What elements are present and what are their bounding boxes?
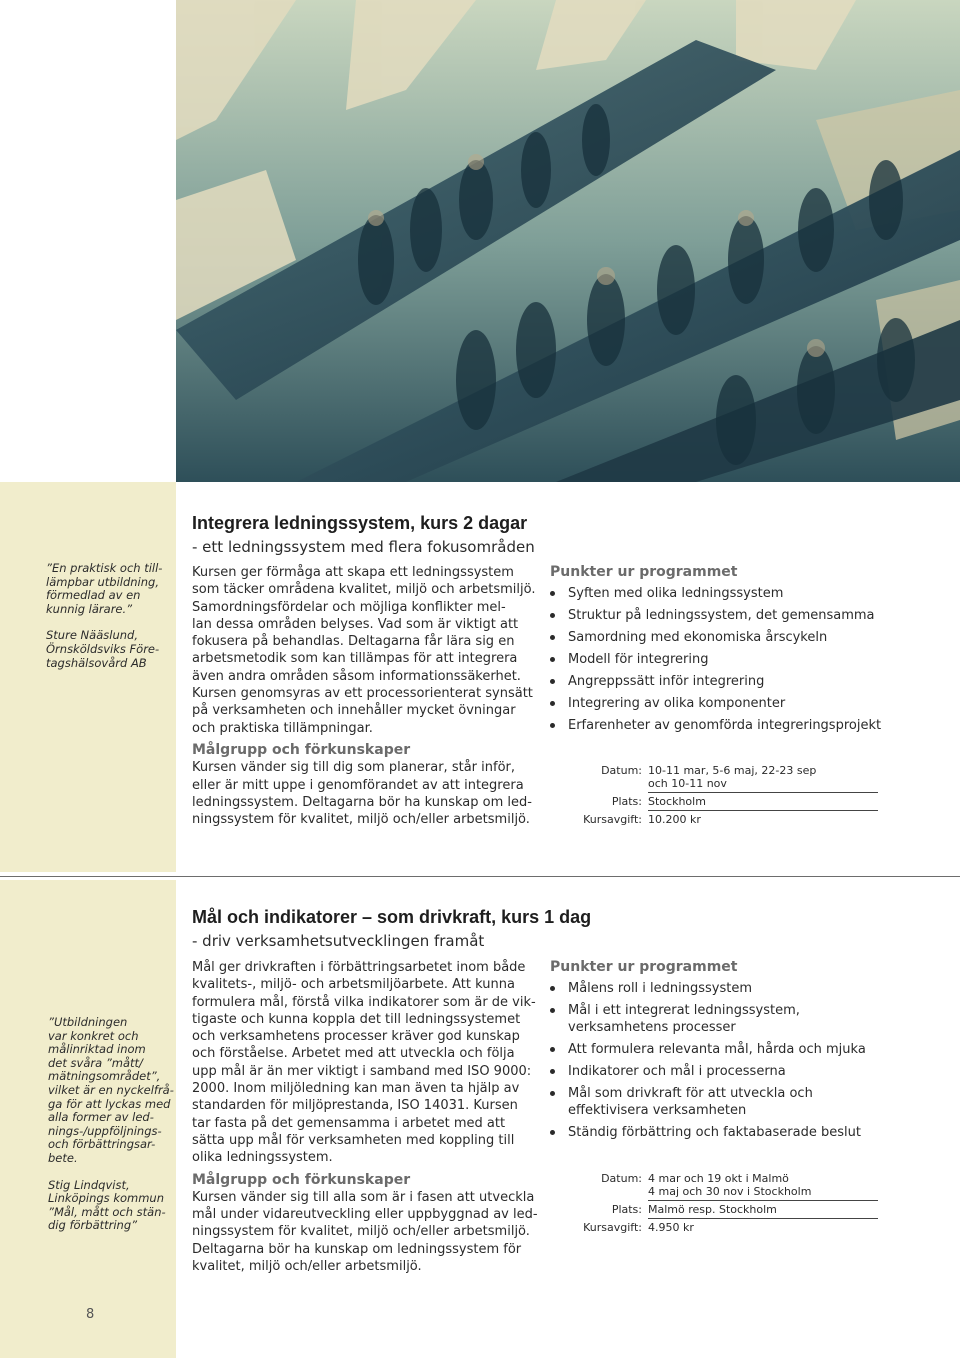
text-line: och verksamhetens processer kräver god kunskap — [192, 1029, 520, 1045]
text-line: Kursen vänder sig till dig som planerar, står inför, — [192, 760, 515, 776]
program-item — [550, 980, 950, 997]
date-value: 10-11 mar, 5-6 maj, 22-23 sep — [648, 764, 817, 777]
course-title-2: Mål och indikatorer – som drivkraft, kurs 1 dag — [192, 907, 592, 927]
quote-author: Örnsköldsviks Före- — [46, 641, 160, 656]
target-group-heading-2: Målgrupp och förkunskaper — [192, 1171, 411, 1188]
program-item-text: Samordning med ekonomiska årscykeln — [568, 630, 828, 646]
quote-author: tagshälsovård AB — [46, 655, 147, 670]
quote-author: Sture Nääslund, — [46, 628, 138, 643]
program-list-1 — [550, 585, 950, 734]
section-divider — [0, 876, 960, 877]
quote-spacer — [48, 1166, 172, 1179]
program-item — [550, 717, 950, 734]
date-value: och 10-11 nov — [648, 777, 727, 790]
course-description-2 — [192, 959, 538, 1275]
place-value: Malmö resp. Stockholm — [648, 1203, 777, 1216]
bullet-icon — [550, 591, 555, 596]
course-title-1: Integrera ledningssystem, kurs 2 dagar — [192, 513, 528, 533]
photo-illustration — [176, 0, 960, 482]
text-line: Kursen ger förmåga att skapa ett ledningssystem — [192, 565, 514, 580]
text-line: även andra områden såsom informationssäkerhet. — [192, 668, 521, 684]
program-item — [550, 585, 950, 602]
place-value: Stockholm — [648, 795, 706, 808]
program-item — [550, 1002, 950, 1037]
text-line: mål under vidareutveckling eller uppbyggnad av led- — [192, 1207, 538, 1223]
quote-author: dig förbättring” — [48, 1218, 138, 1233]
program-item — [550, 607, 950, 624]
fee-value: 10.200 kr — [648, 813, 701, 826]
quote-line: var konkret och — [48, 1028, 139, 1043]
info-divider — [648, 1218, 878, 1219]
program-item-text: Struktur på ledningssystem, det gemensamma — [568, 608, 875, 624]
quote-line: kunnig lärare.” — [46, 601, 133, 616]
text-line: upp mål är än mer viktigt i samband med ISO 9000: — [192, 1063, 532, 1079]
program-item-text: Integrering av olika komponenter — [568, 695, 786, 711]
quote-author: ”Mål, mått och stän- — [48, 1204, 166, 1219]
bullet-icon — [550, 1130, 555, 1135]
program-item-text: effektivisera verksamheten — [568, 1103, 747, 1119]
testimonial-quote-1 — [46, 562, 172, 670]
program-item-text: Ständig förbättring och faktabaserade beslut — [568, 1125, 861, 1141]
text-line: Samordningsfördelar och möjliga konflikter mel- — [192, 599, 506, 615]
date-value: 4 maj och 30 nov i Stockholm — [648, 1185, 812, 1198]
quote-line: nings-/uppföljnings- — [48, 1123, 162, 1138]
quote-line: bete. — [48, 1150, 78, 1165]
program-heading-2: Punkter ur programmet — [550, 959, 738, 975]
program-list-2 — [550, 980, 950, 1141]
program-item — [550, 651, 950, 668]
text-line: Deltagarna bör ha kunskap om ledningssystem för — [192, 1241, 522, 1257]
text-line: standarden för miljöprestanda, ISO 14031. Kursen — [192, 1098, 518, 1114]
quote-line: mätningsområdet”, — [48, 1069, 161, 1084]
bullet-icon — [550, 657, 555, 662]
text-line: fokusera på behandlas. Deltagarna får lära sig en — [192, 634, 515, 650]
quote-panel-1 — [0, 482, 176, 872]
course-info-1 — [574, 764, 884, 828]
quote-line: ”Utbildningen — [48, 1015, 128, 1029]
program-item — [550, 673, 950, 690]
program-item-text: Mål i ett integrerat ledningssystem, — [568, 1003, 800, 1019]
fee-value: 4.950 kr — [648, 1221, 694, 1234]
program-item — [550, 1063, 950, 1080]
program-item — [550, 695, 950, 712]
course-description-1 — [192, 564, 536, 828]
text-line: eller är mitt uppe i genomförandet av att integrera — [192, 777, 524, 793]
program-item-text: Syften med olika ledningssystem — [568, 586, 784, 602]
bullet-icon — [550, 986, 555, 991]
bullet-icon — [550, 679, 555, 684]
text-line: ningssystem för kvalitet, miljö och/eller arbetsmiljö. — [192, 812, 530, 828]
program-section-1 — [550, 564, 950, 739]
program-item-text: Målens roll i ledningssystem — [568, 981, 753, 997]
text-line: ningssystem för kvalitet, miljö och/eller arbetsmiljö. — [192, 1224, 530, 1240]
text-line: Kursen genomsyras av ett processorienterat synsätt — [192, 686, 533, 702]
fee-label: Kursavgift: — [583, 1221, 642, 1234]
place-label: Plats: — [611, 1203, 642, 1216]
text-line: tigaste och kunna koppla det till ledningssystemet — [192, 1011, 521, 1027]
quote-line: förmedlad av en — [46, 588, 141, 603]
program-item-text: Indikatorer och mål i processerna — [568, 1064, 786, 1080]
text-line: kvalitet, miljö och/eller arbetsmiljö. — [192, 1259, 422, 1275]
bullet-icon — [550, 1069, 555, 1074]
quote-author: Stig Lindqvist, — [48, 1177, 130, 1192]
bullet-icon — [550, 1008, 555, 1013]
place-label: Plats: — [611, 795, 642, 808]
text-line: Kursen vänder sig till alla som är i fasen att utveckla — [192, 1189, 535, 1205]
quote-author: Linköpings kommun — [48, 1191, 164, 1206]
quote-line: ga för att lyckas med — [48, 1096, 171, 1111]
program-item-text: Att formulera relevanta mål, hårda och mjuka — [568, 1042, 866, 1058]
program-section-2 — [550, 959, 950, 1146]
bullet-icon — [550, 1047, 555, 1052]
program-item — [550, 629, 950, 646]
testimonial-quote-2 — [48, 1016, 172, 1233]
bullet-icon — [550, 613, 555, 618]
program-item-text: Mål som drivkraft för att utveckla och — [568, 1086, 813, 1102]
program-heading-1: Punkter ur programmet — [550, 564, 738, 580]
bullet-icon — [550, 1091, 555, 1096]
text-line: lan dessa områden belyses. Vad som är viktigt att — [192, 616, 519, 632]
quote-line: det svåra ”mått/ — [48, 1055, 143, 1070]
bullet-icon — [550, 635, 555, 640]
fee-label: Kursavgift: — [583, 813, 642, 826]
text-line: formulera mål, förstå vilka indikatorer som är de vik- — [192, 994, 536, 1010]
target-group-heading-1: Målgrupp och förkunskaper — [192, 741, 411, 758]
quote-line: lämpbar utbildning, — [46, 574, 159, 589]
quote-line: ”En praktisk och till- — [46, 561, 163, 575]
quote-line: vilket är en nyckelfrå- — [48, 1082, 174, 1097]
date-value: 4 mar och 19 okt i Malmö — [648, 1172, 789, 1185]
program-item — [550, 1085, 950, 1120]
text-line: tar fasta på det gemensamma i arbetet med att — [192, 1115, 506, 1131]
course-info-2 — [574, 1172, 884, 1236]
info-divider — [648, 792, 878, 793]
text-line: kvalitets-, miljö- och arbetsmiljöarbete. Att kunna — [192, 977, 515, 993]
text-line: olika ledningssystem. — [192, 1150, 333, 1166]
text-line: som täcker områdena kvalitet, miljö och arbetsmiljö. — [192, 582, 536, 598]
program-item-text: verksamhetens processer — [568, 1020, 736, 1036]
escalator-crowd-photo — [176, 0, 960, 482]
text-line: och praktiska tillämpningar. — [192, 720, 373, 736]
page-number: 8 — [86, 1307, 95, 1322]
info-divider — [648, 810, 878, 811]
text-line: på verksamheten och innehåller mycket övningar — [192, 703, 516, 719]
course-subtitle-1: - ett ledningssystem med flera fokusområden — [192, 538, 535, 556]
date-label: Datum: — [601, 764, 642, 777]
info-divider — [648, 1200, 878, 1201]
program-item-text: Angreppssätt inför integrering — [568, 673, 765, 689]
bullet-icon — [550, 701, 555, 706]
quote-line: alla former av led- — [48, 1110, 154, 1125]
program-item — [550, 1041, 950, 1058]
quote-line: målinriktad inom — [48, 1042, 146, 1057]
text-line: och förståelse. Arbetet med att utveckla och följa — [192, 1046, 515, 1062]
text-line: 2000. Inom miljöledning kan man även ta hjälp av — [192, 1081, 520, 1097]
quote-line: och förbättringsar- — [48, 1137, 156, 1152]
program-item-text: Erfarenheter av genomförda integreringsprojekt — [568, 717, 882, 733]
program-item-text: Modell för integrering — [568, 651, 709, 667]
program-item — [550, 1124, 950, 1141]
text-line: Mål ger drivkraften i förbättringsarbetet inom både — [192, 960, 526, 975]
bullet-icon — [550, 723, 555, 728]
course-subtitle-2: - driv verksamhetsutvecklingen framåt — [192, 932, 485, 950]
date-label: Datum: — [601, 1172, 642, 1185]
text-line: arbetsmetodik som kan tillämpas för att integrera — [192, 651, 518, 667]
text-line: sätta upp mål för verksamheten med koppling till — [192, 1132, 515, 1148]
text-line: ledningssystem. Deltagarna bör ha kunskap om led- — [192, 794, 532, 810]
